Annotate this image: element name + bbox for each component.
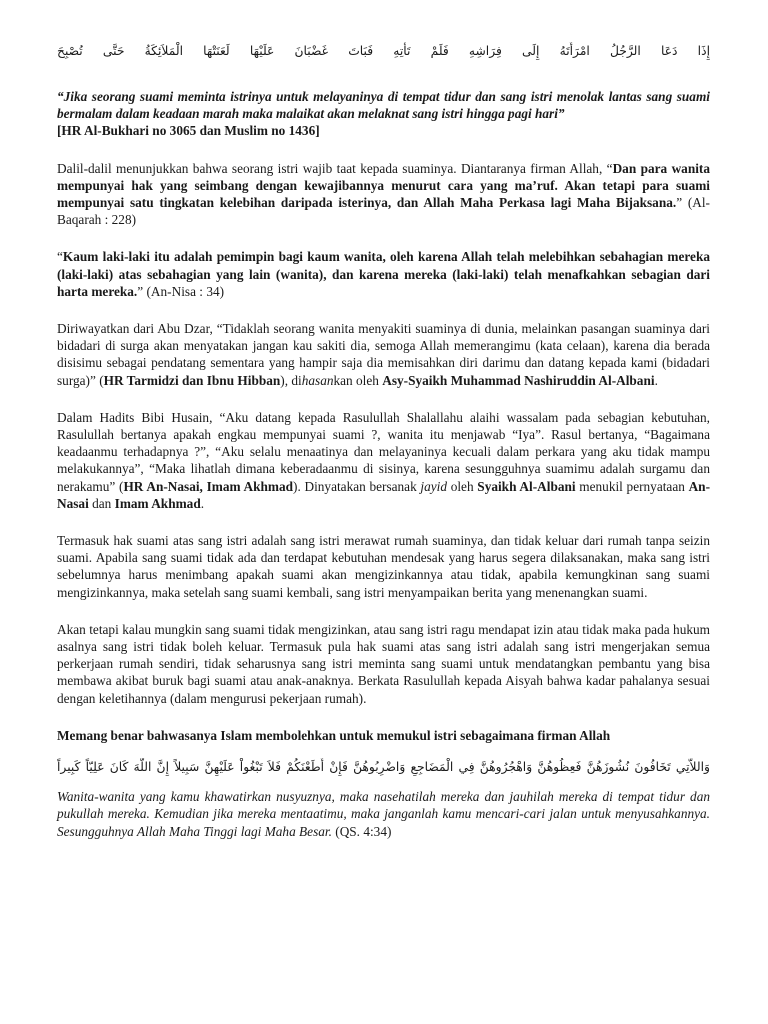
text-segment: ), di xyxy=(280,372,302,388)
text-segment: Dalam Hadits Bibi Husain, “Aku datang kepada Rasulullah Shalallahu alaihi wassalam pada sebagian kebutuhan, Rasulullah bertanya apakah engkau mempunyai suami ?, wanita itu menjawab “Iya”. Rasul bertanya, “Bagaimana keadaanmu terhadapnya ?”, “Aku selalu menaatinya dan melayaninya kecuali dalam perkara yang aku tidak mampu melakukannya”, “Maka lihatlah dimana keberadaanmu di sisinya, karena sesungguhnya suamimu adalah surgamu dan nerakamu” ( xyxy=(57,409,710,494)
text-segment: kan oleh xyxy=(333,372,383,388)
grading-term: jayid xyxy=(420,478,448,494)
paragraph-an-nisa xyxy=(57,248,710,300)
text-segment: dan xyxy=(88,495,115,511)
verse-citation: (QS. 4:34) xyxy=(331,823,392,839)
paragraph-izin: Akan tetapi kalau mungkin sang suami tidak mengizinkan, atau sang istri ragu mendapat izin atau tidak maka pada hukum asalnya sang istri tidak boleh keluar. Termasuk pula hak suami atas sang istri adalah sang istri mengerjakan semua perkerjaan rumah sendiri, tidak seharusnya sang istri meminta sang suami untuk mendatangkan pembantu yang bisa membawa akibat buruk bagi suami atau anak-anaknya. Berkata Rasulullah kepada Aisyah bahwa kadar pahalanya sesuai dengan keletihannya (dalam mengurusi pekerjaan rumah). xyxy=(57,621,710,706)
paragraph-bibi-husain xyxy=(57,409,710,512)
scholar-name: An-Nasai xyxy=(57,478,711,511)
arabic-hadith: إِذَا دَعَا الرَّجُلُ امْرَأَتَهُ إِلَى فِرَاشِهِ فَلَمْ تَأْتِهِ فَبَاتَ غَضْبَانَ عَلَيْهَا لَعَنَتْهَا الْمَلاَئِكَةُ حَتَّى تُصْبِحَ xyxy=(57,44,710,58)
text-segment: oleh xyxy=(447,478,478,494)
text-segment: . xyxy=(200,495,205,511)
quote-an-nisa: Kaum laki-laki itu adalah pemimpin bagi kaum wanita, oleh karena Allah telah melebihkan sebahagian mereka (laki-laki) atas sebahagian yang lain (wanita), dan karena mereka (laki-laki) telah menafkahkan sebagian dari harta mereka. xyxy=(57,249,710,299)
text-segment: Dalil-dalil menunjukkan bahwa seorang istri wajib taat kepada suaminya. Diantaranya firman Allah, “ xyxy=(57,160,613,176)
text-segment: “ xyxy=(57,249,63,265)
citation-an-nisa: ” (An-Nisa : 34) xyxy=(137,283,225,299)
text-segment: Diriwayatkan dari Abu Dzar, “Tidaklah seorang wanita menyakiti suaminya di dunia, melainkan pasangan suaminya dari bidadari di surga akan menyatakan jangan kau sakiti dia, semoga Allah memerangimu (kata celaan), karena dia berada disisimu sebagai pendatang sementara yang hampir saja dia memisahkan diri darimu dan datang kepada kami (bidadari surga)” ( xyxy=(57,321,710,388)
arabic-verse: وَاللاَّتِي تَخَافُونَ نُشُوزَهُنَّ فَعِظُوهُنَّ وَاهْجُرُوهُنَّ فِي الْمَضَاجِعِ وَاضْرِبُوهُنَّ فَإِنْ أَطَعْنَكُمْ فَلاَ تَبْغُواْ عَلَيْهِنَّ سَبِيلاً إِنَّ اللّهَ كَانَ عَلِيّاً كَبِيراً xyxy=(57,760,710,775)
text-segment: menukil pernyataan xyxy=(575,478,689,494)
quote-al-baqarah: Dan para wanita mempunyai hak yang seimbang dengan kewajibannya menurut cara yang ma’ruf. Akan tetapi para suami mempunyai satu tingkatan kelebihan daripada isterinya, dan Allah Maha Perkasa lagi Maha Bijaksana. xyxy=(57,160,710,211)
paragraph-memukul xyxy=(57,727,710,744)
text-segment: ). Dinyatakan bersanak xyxy=(293,478,421,494)
scholar-name: Syaikh Al-Albani xyxy=(477,478,576,494)
hadith-reference: [HR Al-Bukhari no 3065 dan Muslim no 1436] xyxy=(57,123,320,139)
bold-statement: Memang benar bahwasanya Islam membolehkan untuk memukul istri sebagaimana firman Allah xyxy=(57,727,611,743)
narrator-reference: HR An-Nasai, Imam Akhmad xyxy=(123,478,294,494)
verse-translation xyxy=(57,788,710,840)
scholar-name: Imam Akhmad xyxy=(114,495,201,511)
hadith-translation xyxy=(57,88,710,140)
paragraph-dalil xyxy=(57,160,710,229)
scholar-name: Asy-Syaikh Muhammad Nashiruddin Al-Albani xyxy=(382,372,655,388)
hadith-quote: “Jika seorang suami meminta istrinya untuk melayaninya di tempat tidur dan sang istri menolak lantas sang suami bermalam dalam keadaan marah maka malaikat akan melaknat sang istri hingga pagi hari” xyxy=(57,89,710,122)
document-page xyxy=(57,42,710,840)
translation-text: Wanita-wanita yang kamu khawatirkan nusyuznya, maka nasehatilah mereka dan jauhilah mereka di tempat tidur dan pukullah mereka. Kemudian jika mereka mentaatimu, maka janganlah kamu mencari-cari jalan untuk menyusahkannya. Sesungguhnya Allah Maha Tinggi lagi Maha Besar. xyxy=(57,789,710,839)
grading-term: hasan xyxy=(301,372,334,388)
paragraph-abu-dzar xyxy=(57,320,710,389)
narrator-reference: HR Tarmidzi dan Ibnu Hibban xyxy=(103,372,281,388)
paragraph-hak-suami: Termasuk hak suami atas sang istri adalah sang istri merawat rumah suaminya, dan tidak keluar dari rumah tanpa seizin suami. Apabila sang suami tidak ada dan terdapat kebutuhan mendesak yang harus segera dilaksanakan, maka sang istri sebelumnya harus menimbang apakah suami akan mengizinkannya atau tidak, apabila kemungkinan sang suami mengizinkannya, maka setelah sang suami kembali, sang istri menyampaikan berita yang menenangkan suami. xyxy=(57,533,710,600)
citation-al-baqarah: ” (Al-Baqarah : 228) xyxy=(57,195,710,228)
text-segment: . xyxy=(654,372,658,388)
